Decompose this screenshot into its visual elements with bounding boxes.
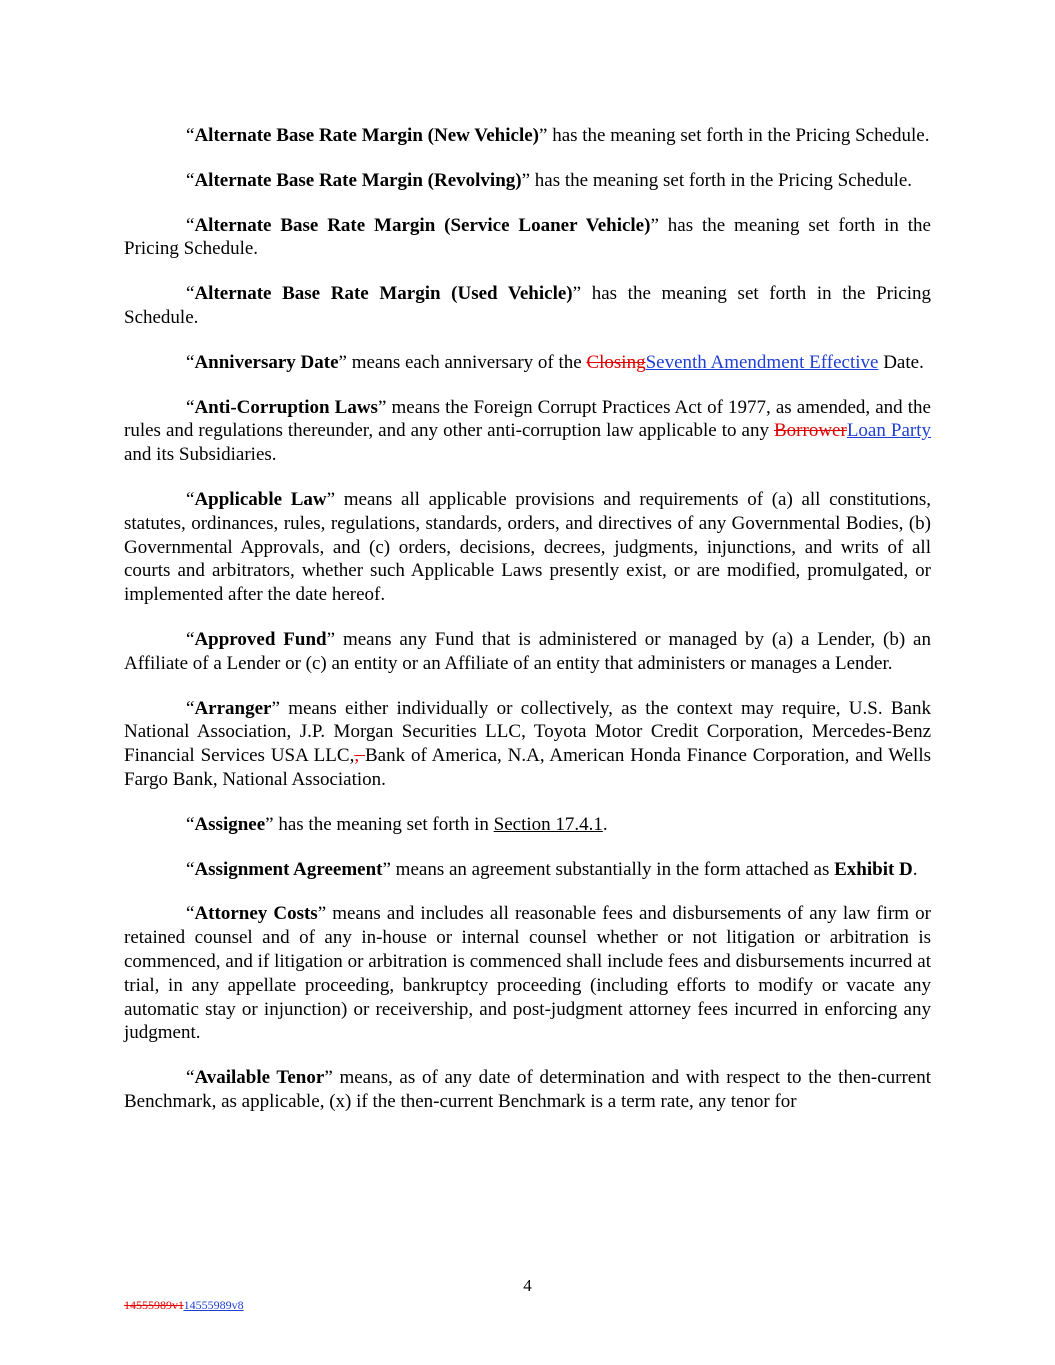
- deleted-text: ,: [354, 745, 365, 767]
- defined-term: Assignment Agreement: [194, 858, 383, 880]
- definition-paragraph: “Anti-Corruption Laws” means the Foreign Corrupt Practices Act of 1977, as amended, and the rules and regulations thereunder, and any other anti-corruption law applicable to any BorrowerLoan Party and its Subsidiaries.: [124, 396, 931, 466]
- deleted-text: Borrower: [774, 420, 847, 442]
- definition-paragraph: “Alternate Base Rate Margin (Service Loaner Vehicle)” has the meaning set forth in the Pricing Schedule.: [124, 214, 931, 260]
- definition-text: has the meaning set forth in the Pricing Schedule.: [124, 214, 931, 260]
- inserted-text: Loan Party: [846, 420, 931, 442]
- defined-term: Anniversary Date: [194, 351, 339, 373]
- defined-term: Available Tenor: [194, 1067, 325, 1089]
- definition-text: means any Fund that is administered or managed by (a) a Lender, (b) an Affiliate of a Lender or (c) an entity or an Affiliate of an entity that administers or manages a Lender.: [124, 628, 931, 674]
- definition-paragraph: “Applicable Law” means all applicable provisions and requirements of (a) all constitutions, statutes, ordinances, rules, regulations, standards, orders, and directives of any Governmental Bodies, (b) Governmental Approvals, and (c) orders, decisions, decrees, judgments, injunctions, and writs of all courts and arbitrators, whether such Applicable Laws presently exist, or are modified, promulgated, or implemented after the date hereof.: [124, 488, 931, 606]
- definition-paragraph: “Arranger” means either individually or collectively, as the context may require, U.S. Bank National Association, J.P. Morgan Securities LLC, Toyota Motor Credit Corporation, Mercedes-Benz Financial Services USA LLC,, Bank of America, N.A, American Honda Finance Corporation, and Wells Fargo Bank, National Association.: [124, 697, 932, 790]
- definition-paragraph: “Alternate Base Rate Margin (New Vehicle)” has the meaning set forth in the Pricing Schedule.: [186, 125, 930, 146]
- definition-text: has the meaning set forth in the Pricing Schedule.: [124, 283, 931, 328]
- definition-text: has the meaning set forth in the Pricing Schedule.: [530, 169, 913, 191]
- definition-paragraph: “Assignee” has the meaning set forth in Section 17.4.1.: [186, 813, 608, 835]
- deleted-doc-id: 14555989v1: [124, 1298, 184, 1312]
- definition-paragraph: “Anniversary Date” means each anniversary of the ClosingSeventh Amendment Effective Date.: [186, 351, 924, 373]
- inserted-text: Seventh Amendment Effective: [645, 351, 879, 373]
- definition-text: means either individually or collectively, as the context may require, U.S. Bank National Association, J.P. Morgan Securities LLC, Toyota Motor Credit Corporation, Mercedes-Benz Financial Services USA LLC,: [124, 697, 931, 767]
- document-id: [124, 1298, 244, 1313]
- defined-term: Approved Fund: [194, 628, 327, 650]
- definition-text: means, as of any date of determination and with respect to the then-current Benchmark, as applicable, (x) if the then-current Benchmark is a term rate, any tenor for: [124, 1067, 931, 1112]
- defined-term: Anti-Corruption Laws: [194, 396, 378, 418]
- definition-text: and its Subsidiaries.: [124, 444, 277, 466]
- definition-paragraph: “Alternate Base Rate Margin (Revolving)” has the meaning set forth in the Pricing Schedule.: [186, 169, 913, 191]
- definition-text: Bank of America, N.A, American Honda Finance Corporation, and Wells Fargo Bank, National Association.: [124, 745, 932, 790]
- definition-paragraph: “Assignment Agreement” means an agreement substantially in the form attached as Exhibit D.: [186, 858, 918, 880]
- section-reference-link[interactable]: Section 17.4.1: [493, 813, 603, 835]
- exhibit-reference: Exhibit D: [834, 858, 913, 880]
- defined-term: Assignee: [194, 813, 266, 835]
- definition-text: has the meaning set forth in the Pricing Schedule.: [547, 125, 930, 146]
- page-number: 4: [523, 1276, 532, 1295]
- definition-text: means the Foreign Corrupt Practices Act of 1977, as amended, and the rules and regulations thereunder, and any other anti-corruption law applicable to any: [124, 396, 931, 442]
- page-body: [124, 124, 931, 1135]
- definition-text: means each anniversary of the: [346, 351, 587, 373]
- definition-text: has the meaning set forth in: [273, 813, 494, 835]
- defined-term: Alternate Base Rate Margin (New Vehicle): [194, 125, 539, 146]
- definition-text: Date.: [878, 351, 924, 373]
- defined-term: Alternate Base Rate Margin (Used Vehicle): [194, 283, 573, 305]
- definition-paragraph: “Alternate Base Rate Margin (Used Vehicle)” has the meaning set forth in the Pricing Schedule.: [124, 283, 931, 328]
- inserted-doc-id: 14555989v8: [183, 1298, 244, 1312]
- definition-text: means all applicable provisions and requirements of (a) all constitutions, statutes, ordinances, rules, regulations, standards, orders, and directives of any Governmental Bodies, (b) Governmental Approvals, and (c) orders, decisions, decrees, judgments, injunctions, and writs of all courts and arbitrators, whether such Applicable Laws presently exist, or are modified, promulgated, or implemented after the date hereof.: [124, 488, 931, 606]
- defined-term: Attorney Costs: [194, 903, 318, 925]
- definition-text: .: [912, 858, 918, 880]
- defined-term: Alternate Base Rate Margin (Revolving): [194, 169, 522, 191]
- definition-paragraph: “Attorney Costs” means and includes all reasonable fees and disbursements of any law firm or retained counsel and of any in-house or internal counsel whether or not litigation or arbitration is commenced, and if litigation or arbitration is commenced shall include fees and disbursements incurred at trial, in any appellate proceeding, bankruptcy proceeding (including efforts to modify or vacate any automatic stay or injunction) or receivership, and post-judgment attorney fees incurred in enforcing any judgment.: [124, 903, 931, 1044]
- defined-term: Arranger: [194, 697, 272, 719]
- deleted-text: Closing: [586, 351, 646, 373]
- definition-text: means and includes all reasonable fees and disbursements of any law firm or retained counsel and of any in-house or internal counsel whether or not litigation or arbitration is commenced, and if litigation or arbitration is commenced shall include fees and disbursements incurred at trial, in any appellate proceeding, bankruptcy proceeding (including efforts to modify or vacate any automatic stay or injunction) or receivership, and post-judgment attorney fees incurred in enforcing any judgment.: [124, 903, 931, 1044]
- definition-text: .: [602, 813, 608, 835]
- definition-text: means an agreement substantially in the form attached as: [390, 858, 835, 880]
- definition-paragraph: “Approved Fund” means any Fund that is administered or managed by (a) a Lender, (b) an Affiliate of a Lender or (c) an entity or an Affiliate of an entity that administers or manages a Lender.: [124, 628, 931, 674]
- definition-paragraph: “Available Tenor” means, as of any date of determination and with respect to the then-current Benchmark, as applicable, (x) if the then-current Benchmark is a term rate, any tenor for: [124, 1067, 931, 1112]
- defined-term: Alternate Base Rate Margin (Service Loaner Vehicle): [194, 214, 651, 236]
- defined-term: Applicable Law: [194, 488, 327, 510]
